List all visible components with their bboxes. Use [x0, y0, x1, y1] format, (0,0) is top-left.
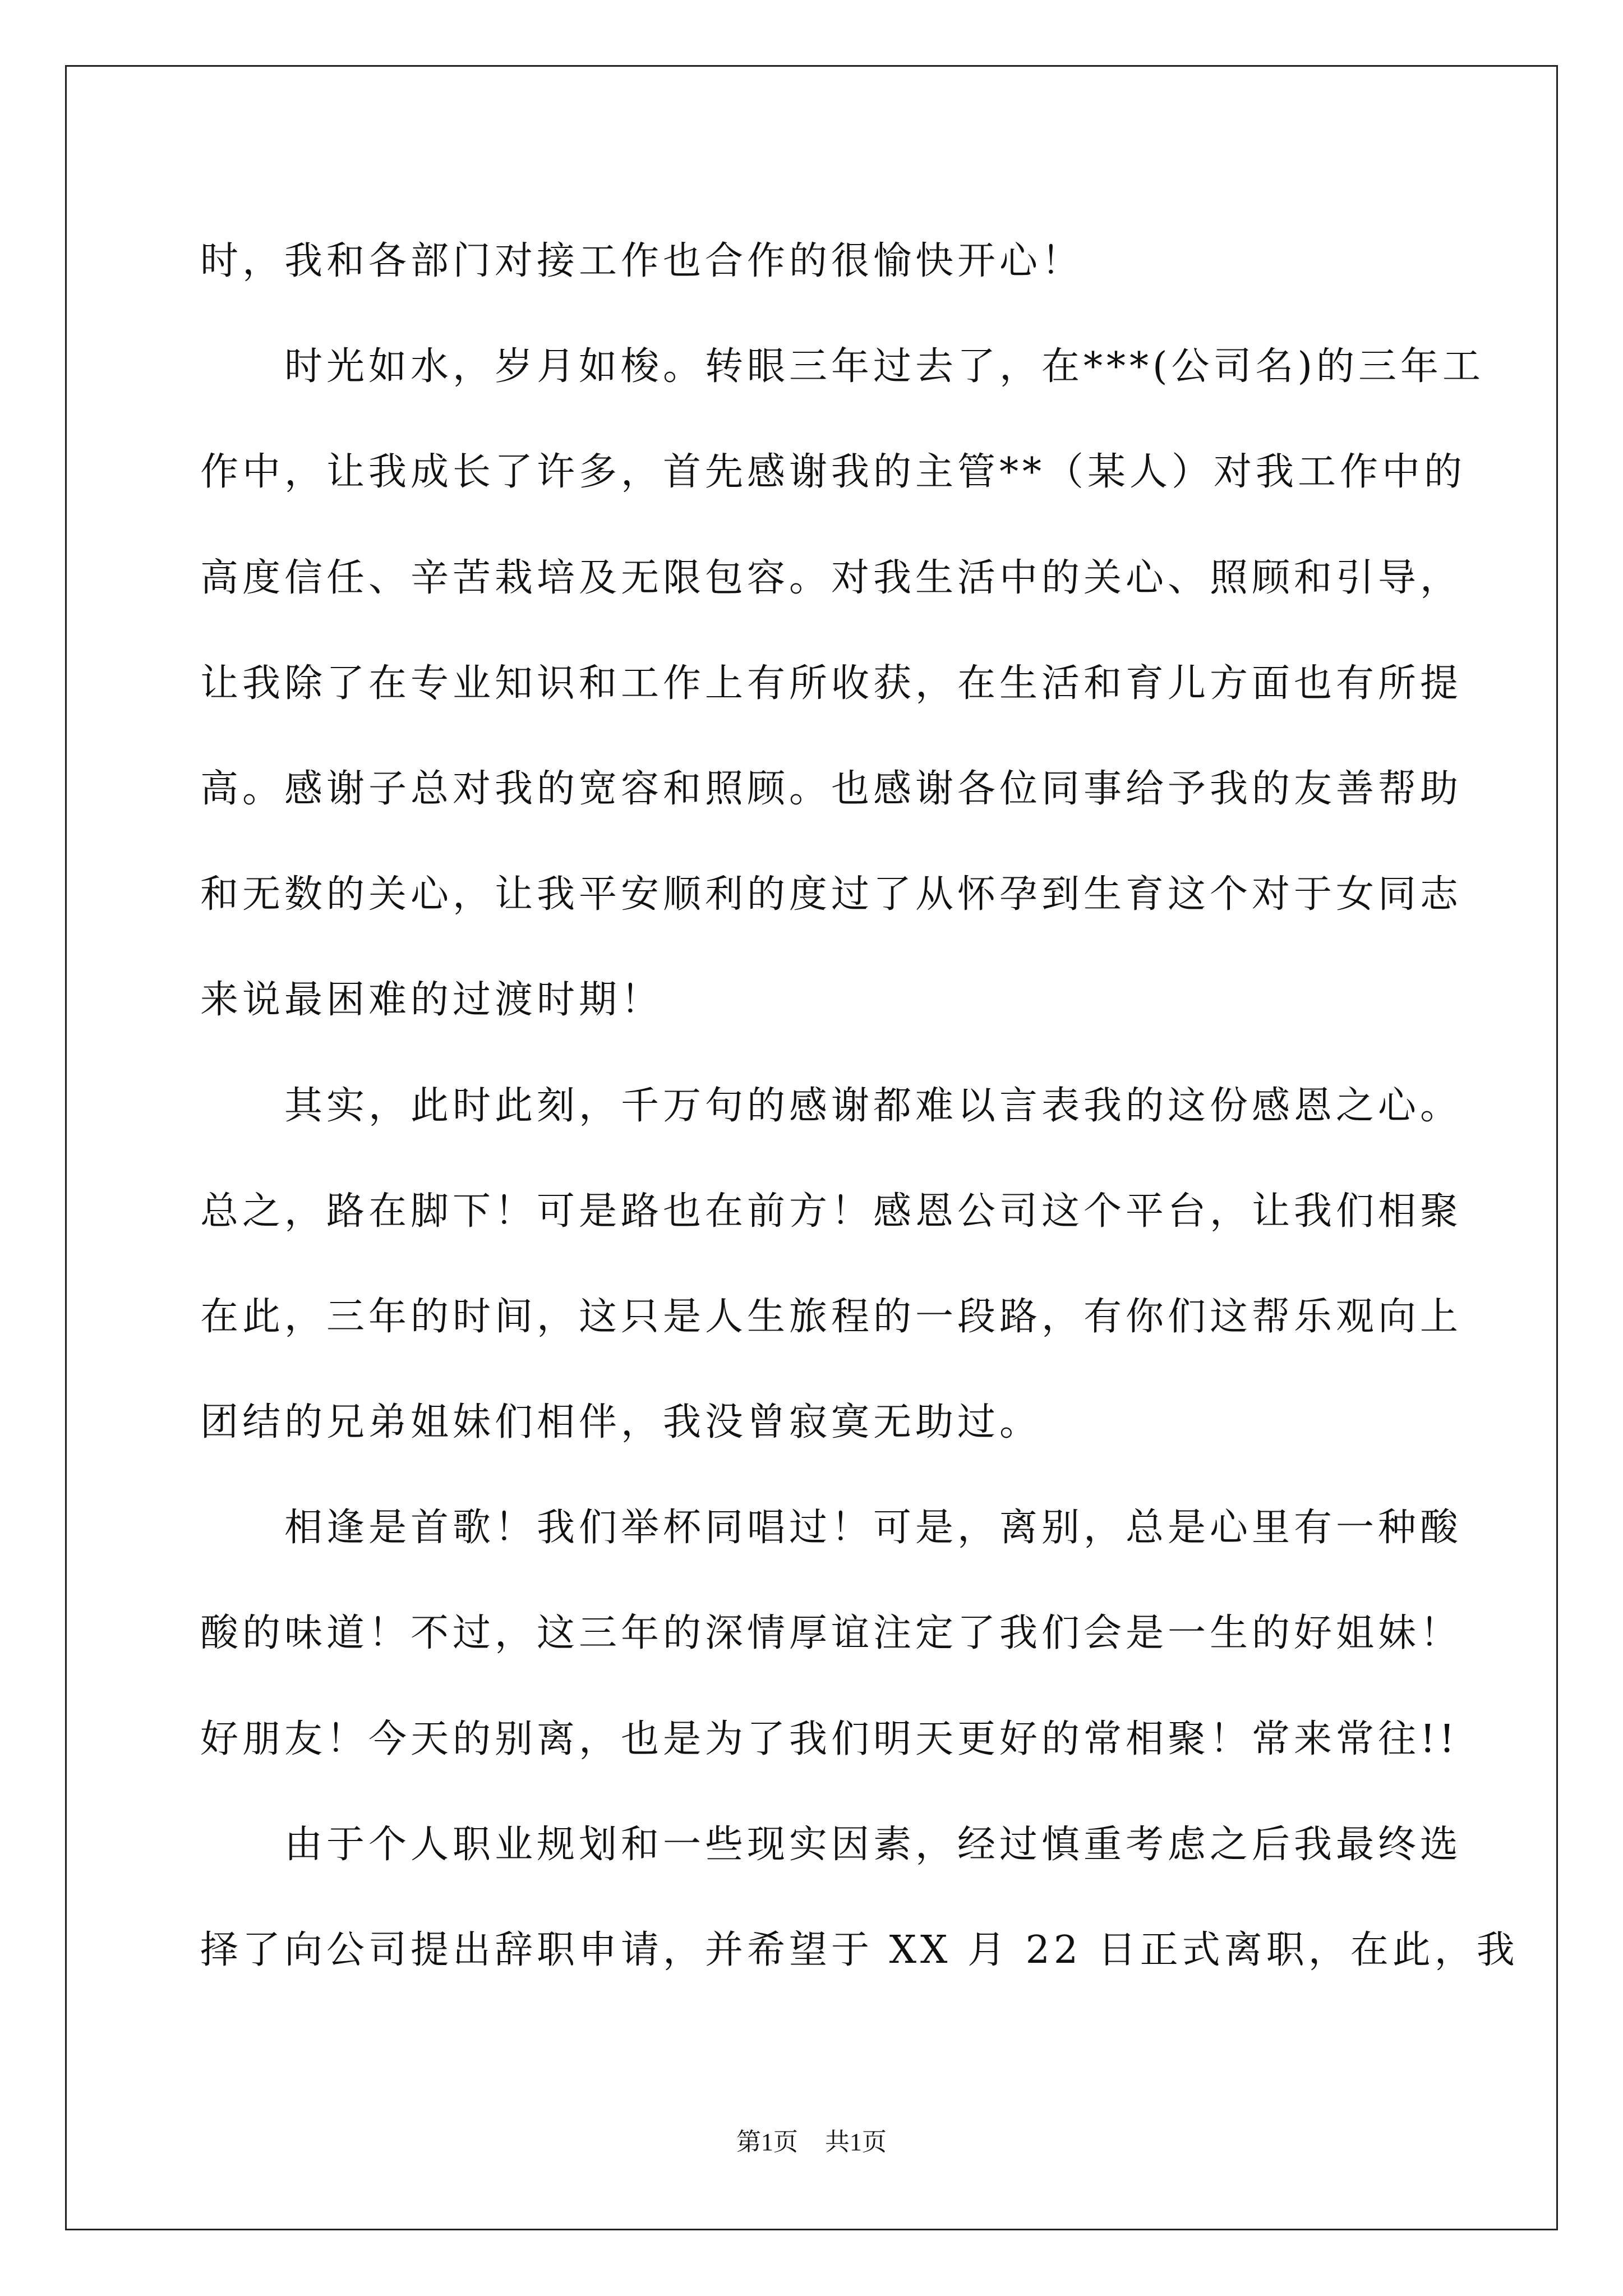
text-line: 在此，三年的时间，这只是人生旅程的一段路，有你们这帮乐观向上 — [200, 1294, 1463, 1339]
text-line: 和无数的关心，让我平安顺利的度过了从怀孕到生育这个对于女同志 — [200, 872, 1463, 917]
document-body — [200, 209, 1519, 2003]
text-line: 由于个人职业规划和一些现实因素，经过慎重考虑之后我最终选 — [284, 1822, 1463, 1867]
text-line: 择了向公司提出辞职申请，并希望于 XX 月 22 日正式离职，在此，我 — [200, 1928, 1519, 1972]
text-line: 相逢是首歌！我们举杯同唱过！可是，离别，总是心里有一种酸 — [284, 1506, 1463, 1550]
text-line: 让我除了在专业知识和工作上有所收获，在生活和育儿方面也有所提 — [200, 661, 1463, 706]
text-line: 来说最困难的过渡时期！ — [200, 978, 663, 1023]
text-line: 总之，路在脚下！可是路也在前方！感恩公司这个平台，让我们相聚 — [200, 1189, 1463, 1234]
text-line: 好朋友！今天的别离，也是为了我们明天更好的常相聚！常来常往!! — [200, 1717, 1459, 1761]
text-line: 时，我和各部门对接工作也合作的很愉快开心！ — [200, 239, 1084, 283]
text-line: 作中，让我成长了许多，首先感谢我的主管**（某人）对我工作中的 — [200, 450, 1467, 495]
text-line: 时光如水，岁月如梭。转眼三年过去了，在***(公司名)的三年工 — [284, 344, 1485, 389]
page-footer — [0, 2122, 1623, 2157]
text-line: 其实，此时此刻，千万句的感谢都难以言表我的这份感恩之心。 — [284, 1083, 1463, 1128]
page-total: 共1页 — [825, 2128, 887, 2156]
text-line: 酸的味道！不过，这三年的深情厚谊注定了我们会是一生的好姐妹！ — [200, 1611, 1463, 1656]
text-line: 高。感谢子总对我的宽容和照顾。也感谢各位同事给予我的友善帮助 — [200, 766, 1463, 811]
text-line: 高度信任、辛苦栽培及无限包容。对我生活中的关心、照顾和引导， — [200, 555, 1463, 600]
page-number: 第1页 — [736, 2128, 798, 2156]
text-line: 团结的兄弟姐妹们相伴，我没曾寂寞无助过。 — [200, 1400, 1042, 1445]
